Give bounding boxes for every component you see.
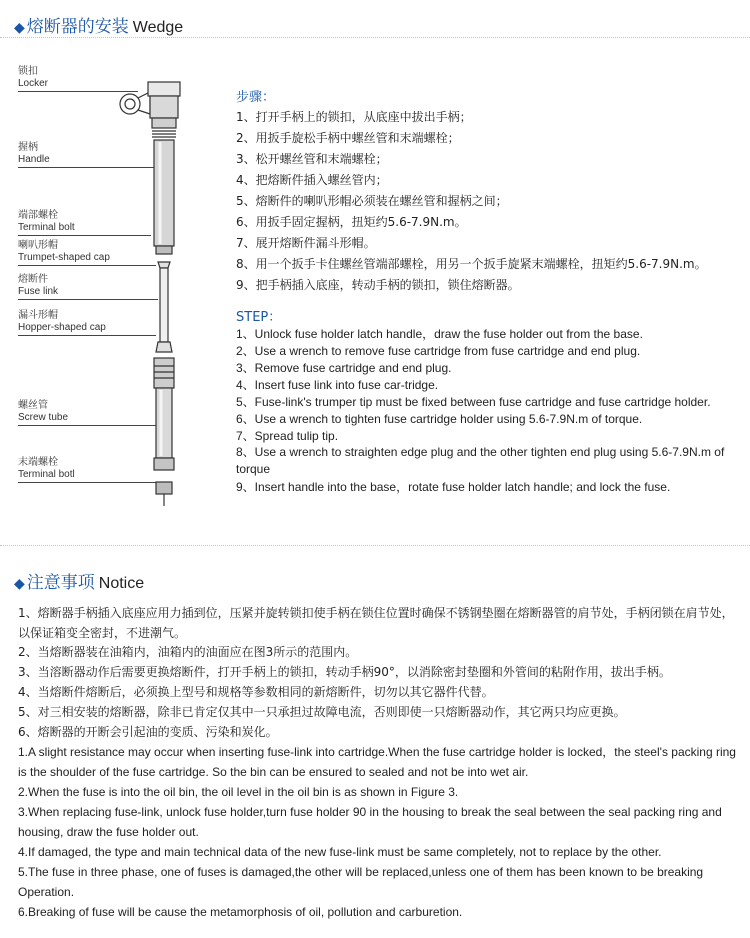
section-title-notice: [14, 568, 144, 593]
step-cn-7: 7、展开熔断件漏斗形帽。: [236, 236, 376, 250]
label-terminal-end-bolt: [18, 457, 75, 481]
title-cn: 熔断器的安装: [26, 17, 129, 37]
notice-en-1: 1.A slight resistance may occur when inserting fuse-link into cartridge.When the fuse cartridge holder is locked，the steel's packing ring is the shoulder of the fuse cartridge. So the bin can be ensured to sealed and not be into wet air.: [18, 745, 736, 779]
notice-cn-3: 3、当溶断器动作后需要更换熔断件，打开手柄上的锁扣，转动手柄90°，以消除密封垫圈和外管间的粘附作用，拔出手柄。: [18, 665, 671, 679]
label-terminal-bolt: [18, 210, 75, 234]
divider-top: [0, 37, 750, 38]
thread: [152, 131, 176, 137]
label-en: Terminal botl: [18, 469, 75, 480]
label-en: Handle: [18, 154, 50, 165]
step-cn-4: 4、把熔断件插入螺丝管内；: [236, 173, 388, 187]
end-bolt-nut: [156, 482, 172, 494]
label-handle: [18, 142, 50, 166]
steps-en-heading: STEP：: [236, 310, 282, 325]
screw-tube-top: [154, 358, 174, 388]
step-cn-9: 9、把手柄插入底座，转动手柄的锁扣，锁住熔断器。: [236, 278, 520, 292]
label-en: Locker: [18, 78, 49, 89]
lower-nut: [154, 458, 174, 470]
label-en: Fuse link: [18, 286, 59, 297]
step-cn-2: 2、用扳手旋松手柄中螺丝管和末端螺栓；: [236, 131, 460, 145]
label-fuse-link: [18, 274, 58, 298]
title-cn: 注意事项: [26, 573, 95, 593]
notice-en-5: 5.The fuse in three phase, one of fuses is damaged,the other will be replaced,unless one of them has been known to be breaking Operation.: [18, 865, 704, 899]
collar: [152, 118, 176, 128]
step-cn-5: 5、熔断件的喇叭形帽必须装在螺丝管和握柄之间；: [236, 194, 508, 208]
label-en: Screw tube: [18, 412, 69, 423]
step-en-2: 2、Use a wrench to remove fuse cartridge from fuse cartridge and end plug.: [236, 344, 641, 358]
hopper-cap: [156, 342, 172, 352]
trumpet-cap: [158, 262, 170, 268]
step-en-5: 5、Fuse-link's trumper tip must be fixed between fuse cartridge and fuse cartridge holder.: [236, 395, 711, 409]
label-en: Terminal bolt: [18, 222, 75, 233]
notice-cn-1: 1、熔断器手柄插入底座应用力插到位，压紧并旋转锁扣使手柄在锁住位置时确保不锈钢垫圈在熔断器管的肩节处，手柄闭锁在肩节处，以保证箱变全密封，不进潮气。: [18, 606, 734, 640]
top-block: [150, 96, 178, 118]
latch-ring-inner: [125, 99, 135, 109]
latch-ring: [120, 94, 140, 114]
label-cn: 螺丝管: [18, 400, 48, 411]
notice-en-2: 2.When the fuse is into the oil bin, the oil level in the oil bin is as shown in Figure 3.: [18, 785, 459, 799]
notice-cn-4: 4、当熔断件熔断后，必须换上型号和规格等参数相同的新熔断件，切勿以其它器件代替。: [18, 685, 494, 699]
divider-middle: [0, 545, 750, 546]
step-cn-3: 3、松开螺丝管和末端螺栓；: [236, 152, 388, 166]
handle-tube: [154, 140, 174, 246]
diamond-bullet-icon: ◆: [14, 20, 25, 36]
step-en-1: 1、Unlock fuse holder latch handle，draw the fuse holder out from the base.: [236, 327, 643, 341]
label-en: Trumpet-shaped cap: [18, 252, 110, 263]
label-cn: 握柄: [18, 142, 38, 153]
step-en-6: 6、Use a wrench to tighten fuse cartridge holder using 5.6-7.9N.m of torque.: [236, 412, 643, 426]
fuse-holder-drawing: [110, 70, 220, 510]
label-cn: 末端螺栓: [18, 457, 58, 468]
title-en: Wedge: [132, 19, 184, 36]
top-cap: [148, 82, 180, 96]
diamond-bullet-icon: ◆: [14, 576, 25, 592]
notice-en-6: 6.Breaking of fuse will be cause the metamorphosis of oil, pollution and carburetion.: [18, 905, 463, 919]
notice-en-3: 3.When replacing fuse-link, unlock fuse holder,turn fuse holder 90 in the housing to break the seal between the seal packing ring and housing, draw the fuse holder out.: [18, 805, 722, 839]
terminal-bolt: [156, 246, 172, 254]
title-en: Notice: [98, 575, 145, 592]
label-cn: 喇叭形帽: [18, 240, 58, 251]
fuse-link: [160, 268, 168, 342]
step-en-9: 9、Insert handle into the base，rotate fuse holder latch handle; and lock the fuse.: [236, 480, 671, 494]
notice-cn-2: 2、当熔断器装在油箱内，油箱内的油面应在图3所示的范围内。: [18, 645, 358, 659]
section-title-wedge: [14, 12, 183, 37]
step-en-3: 3、Remove fuse cartridge and end plug.: [236, 361, 452, 375]
label-en: Hopper-shaped cap: [18, 322, 106, 333]
label-locker: [18, 66, 48, 90]
step-en-7: 7、Spread tulip tip.: [236, 429, 339, 443]
notice-en-4: 4.If damaged, the type and main technical data of the new fuse-link must be same completely, not to replace by the other.: [18, 845, 662, 859]
label-cn: 端部螺栓: [18, 210, 58, 221]
step-en-4: 4、Insert fuse link into fuse car-tridge.: [236, 378, 439, 392]
notice-cn-6: 6、熔断器的开断会引起油的变质、污染和炭化。: [18, 725, 278, 739]
step-cn-1: 1、打开手柄上的锁扣，从底座中拔出手柄；: [236, 110, 472, 124]
steps-cn-heading: 步骤：: [236, 90, 276, 105]
label-cn: 锁扣: [18, 66, 38, 77]
label-trumpet-cap: [18, 240, 110, 264]
step-en-8: 8、Use a wrench to straighten edge plug and the other tighten end plug using 5.6-7.9N.m of torque: [236, 445, 725, 476]
label-hopper-cap: [18, 310, 106, 334]
screw-tube: [156, 388, 172, 458]
label-screw-tube: [18, 400, 68, 424]
step-cn-8: 8、用一个扳手卡住螺丝管端部螺栓，用另一个扳手旋紧末端螺栓，扭矩约5.6-7.9N.m。: [236, 257, 707, 271]
step-cn-6: 6、用扳手固定握柄，扭矩约5.6-7.9N.m。: [236, 215, 467, 229]
label-cn: 熔断件: [18, 274, 48, 285]
notice-cn-5: 5、对三相安装的熔断器，除非已肯定仅其中一只承担过故障电流，否则即使一只熔断器动作，其它两只均应更换。: [18, 705, 626, 719]
label-cn: 漏斗形帽: [18, 310, 58, 321]
